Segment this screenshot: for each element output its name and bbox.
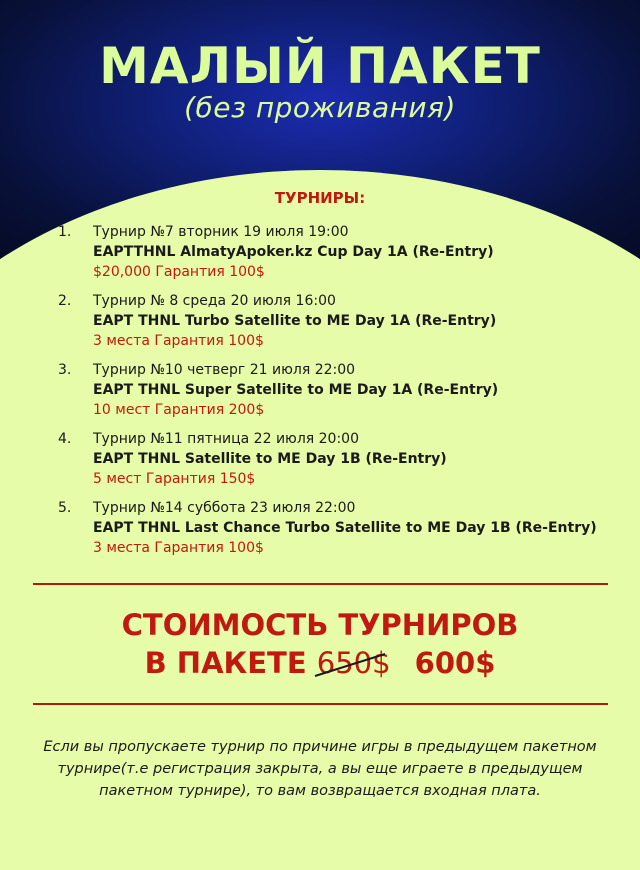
divider-bottom — [33, 703, 608, 705]
item-number: 2. — [58, 293, 72, 309]
old-price-value: 650$ — [316, 646, 391, 680]
item-number: 3. — [58, 362, 72, 378]
tournament-guarantee: 3 места Гарантия 100$ — [93, 540, 264, 556]
tournament-item — [0, 291, 640, 360]
tournament-schedule: Турнир №14 суббота 23 июля 22:00 — [93, 500, 356, 516]
tournament-guarantee: 3 места Гарантия 100$ — [93, 333, 264, 349]
price-line — [0, 645, 640, 681]
page-subtitle: (без проживания) — [184, 91, 456, 124]
tournament-list — [0, 222, 640, 567]
tournament-item — [0, 498, 640, 567]
divider-top — [33, 583, 608, 585]
section-title: ТУРНИРЫ: — [274, 189, 366, 207]
tournament-name: EAPT THNL Last Chance Turbo Satellite to ME Day 1B (Re-Entry) — [93, 520, 597, 536]
price-prefix: В ПАКЕТЕ — [144, 646, 307, 680]
page-title: МАЛЫЙ ПАКЕТ — [99, 37, 541, 95]
tournament-item — [0, 429, 640, 498]
tournament-guarantee: 5 мест Гарантия 150$ — [93, 471, 256, 487]
item-number: 4. — [58, 431, 72, 447]
tournament-schedule: Турнир №7 вторник 19 июля 19:00 — [93, 224, 349, 240]
tournament-schedule: Турнир №10 четверг 21 июля 22:00 — [93, 362, 356, 378]
tournament-schedule: Турнир № 8 среда 20 июля 16:00 — [93, 293, 336, 309]
tournament-name: EAPT THNL Super Satellite to ME Day 1A (Re-Entry) — [93, 382, 499, 398]
old-price — [317, 645, 391, 681]
tournament-item — [0, 360, 640, 429]
tournament-guarantee: 10 мест Гарантия 200$ — [93, 402, 265, 418]
item-number: 1. — [58, 224, 72, 240]
refund-note: Если вы пропускаете турнир по причине игры в предыдущем пакетном турнире(т.е регистрация закрыта, а вы еще играете в предыдущем пакетном турнире), то вам возвращается входная плата. — [43, 739, 597, 799]
tournament-guarantee: $20,000 Гарантия 100$ — [93, 264, 265, 280]
strikethrough-line — [313, 651, 387, 679]
tournament-name: EAPT THNL Satellite to ME Day 1B (Re-Entry) — [93, 451, 447, 467]
new-price: 600$ — [414, 646, 496, 680]
tournament-item — [0, 222, 640, 291]
tournament-name: EAPTTHNL AlmatyApoker.kz Cup Day 1A (Re-Entry) — [93, 244, 494, 260]
tournament-schedule: Турнир №11 пятница 22 июля 20:00 — [93, 431, 359, 447]
price-heading: СТОИМОСТЬ ТУРНИРОВ — [121, 608, 519, 642]
tournament-name: EAPT THNL Turbo Satellite to ME Day 1A (Re-Entry) — [93, 313, 497, 329]
item-number: 5. — [58, 500, 72, 516]
